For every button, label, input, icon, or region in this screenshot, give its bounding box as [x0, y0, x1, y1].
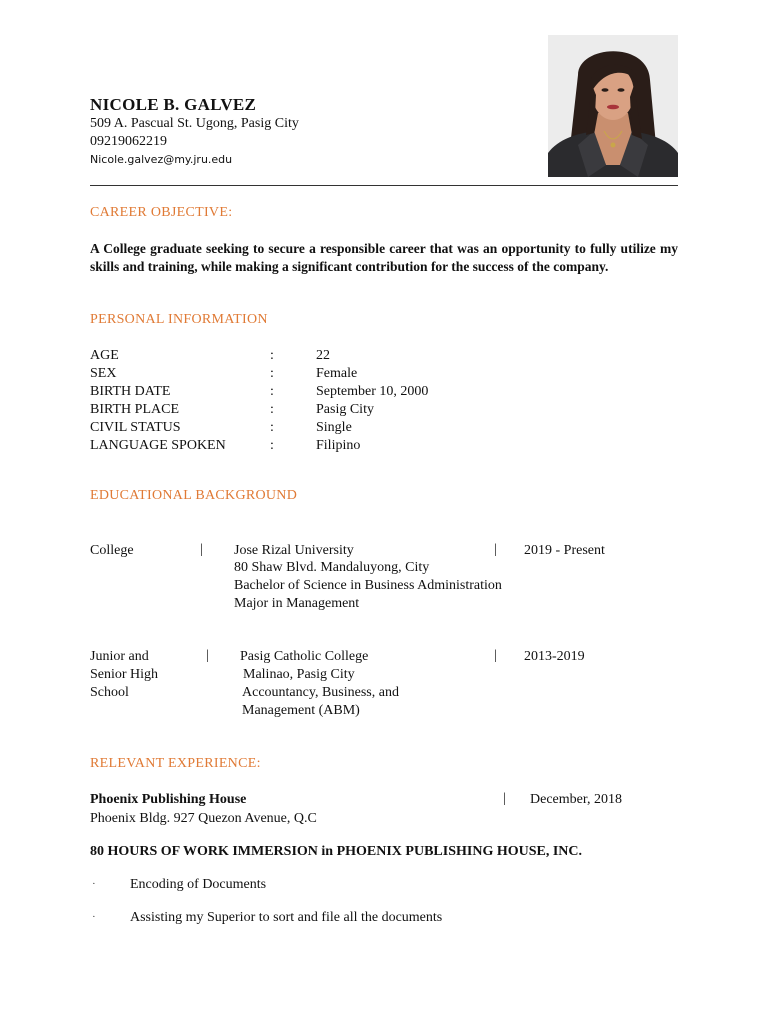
college-level: College	[90, 543, 134, 558]
info-label-age: AGE	[90, 348, 119, 363]
career-objective-text: A College graduate seeking to secure a responsible career that was an opportunity to fully utilize my skills and training, while making a significant contribution for the success of the company.	[90, 241, 678, 274]
personal-information-heading: PERSONAL INFORMATION	[90, 312, 268, 327]
info-label-civil-status: CIVIL STATUS	[90, 420, 181, 435]
high-school-level: Senior High	[90, 667, 159, 682]
info-separator: :	[270, 348, 274, 363]
applicant-phone: 09219062219	[90, 134, 167, 149]
college-address: 80 Shaw Blvd. Mandaluyong, City	[234, 560, 430, 575]
info-separator: :	[270, 402, 274, 417]
info-value-birth-date: September 10, 2000	[316, 384, 429, 399]
info-label-birth-date: BIRTH DATE	[90, 384, 171, 399]
college-degree: Bachelor of Science in Business Administration	[234, 578, 502, 593]
high-school-level: School	[90, 685, 129, 700]
info-separator: :	[270, 366, 274, 381]
info-label-birth-place: BIRTH PLACE	[90, 402, 179, 417]
college-major: Major in Management	[234, 596, 360, 611]
info-value-age: 22	[316, 348, 330, 363]
profile-photo-image	[548, 35, 678, 177]
info-value-language: Filipino	[316, 438, 361, 453]
experience-address: Phoenix Bldg. 927 Quezon Avenue, Q.C	[90, 811, 317, 826]
applicant-name: NICOLE B. GALVEZ	[90, 95, 257, 114]
high-school-level: Junior and	[90, 649, 149, 664]
info-label-language: LANGUAGE SPOKEN	[90, 438, 226, 453]
high-school-years: 2013-2019	[524, 649, 585, 664]
info-value-civil-status: Single	[316, 420, 352, 435]
info-separator: :	[270, 420, 274, 435]
college-years: 2019 - Present	[524, 543, 605, 558]
experience-company: Phoenix Publishing House	[90, 792, 247, 807]
experience-date: December, 2018	[530, 792, 622, 807]
bullet-icon: ·	[92, 911, 96, 923]
info-value-sex: Female	[316, 366, 358, 381]
bullet-icon: ·	[92, 878, 96, 890]
info-label-sex: SEX	[90, 366, 117, 381]
education-heading: EDUCATIONAL BACKGROUND	[90, 488, 298, 503]
high-school-address: Malinao, Pasig City	[243, 667, 355, 682]
education-divider: |	[206, 648, 209, 663]
immersion-title: 80 HOURS OF WORK IMMERSION in PHOENIX PUBLISHING HOUSE, INC.	[90, 844, 583, 859]
header-divider	[90, 185, 678, 186]
duty-item: Assisting my Superior to sort and file all the documents	[130, 910, 443, 925]
education-divider: |	[200, 542, 203, 557]
duty-item: Encoding of Documents	[130, 877, 267, 892]
applicant-email: Nicole.galvez@my.jru.edu	[90, 153, 233, 166]
info-separator: :	[270, 438, 274, 453]
education-divider: |	[494, 648, 497, 663]
education-divider: |	[494, 542, 497, 557]
career-objective-heading: CAREER OBJECTIVE:	[90, 205, 233, 220]
profile-photo	[548, 35, 678, 177]
college-school: Jose Rizal University	[234, 543, 354, 558]
experience-heading: RELEVANT EXPERIENCE:	[90, 756, 261, 771]
applicant-address: 509 A. Pascual St. Ugong, Pasig City	[90, 116, 299, 131]
info-separator: :	[270, 384, 274, 399]
high-school-strand: Management (ABM)	[242, 703, 360, 718]
high-school-strand: Accountancy, Business, and	[242, 685, 399, 700]
high-school-name: Pasig Catholic College	[240, 649, 369, 664]
experience-divider: |	[503, 791, 506, 806]
info-value-birth-place: Pasig City	[316, 402, 374, 417]
